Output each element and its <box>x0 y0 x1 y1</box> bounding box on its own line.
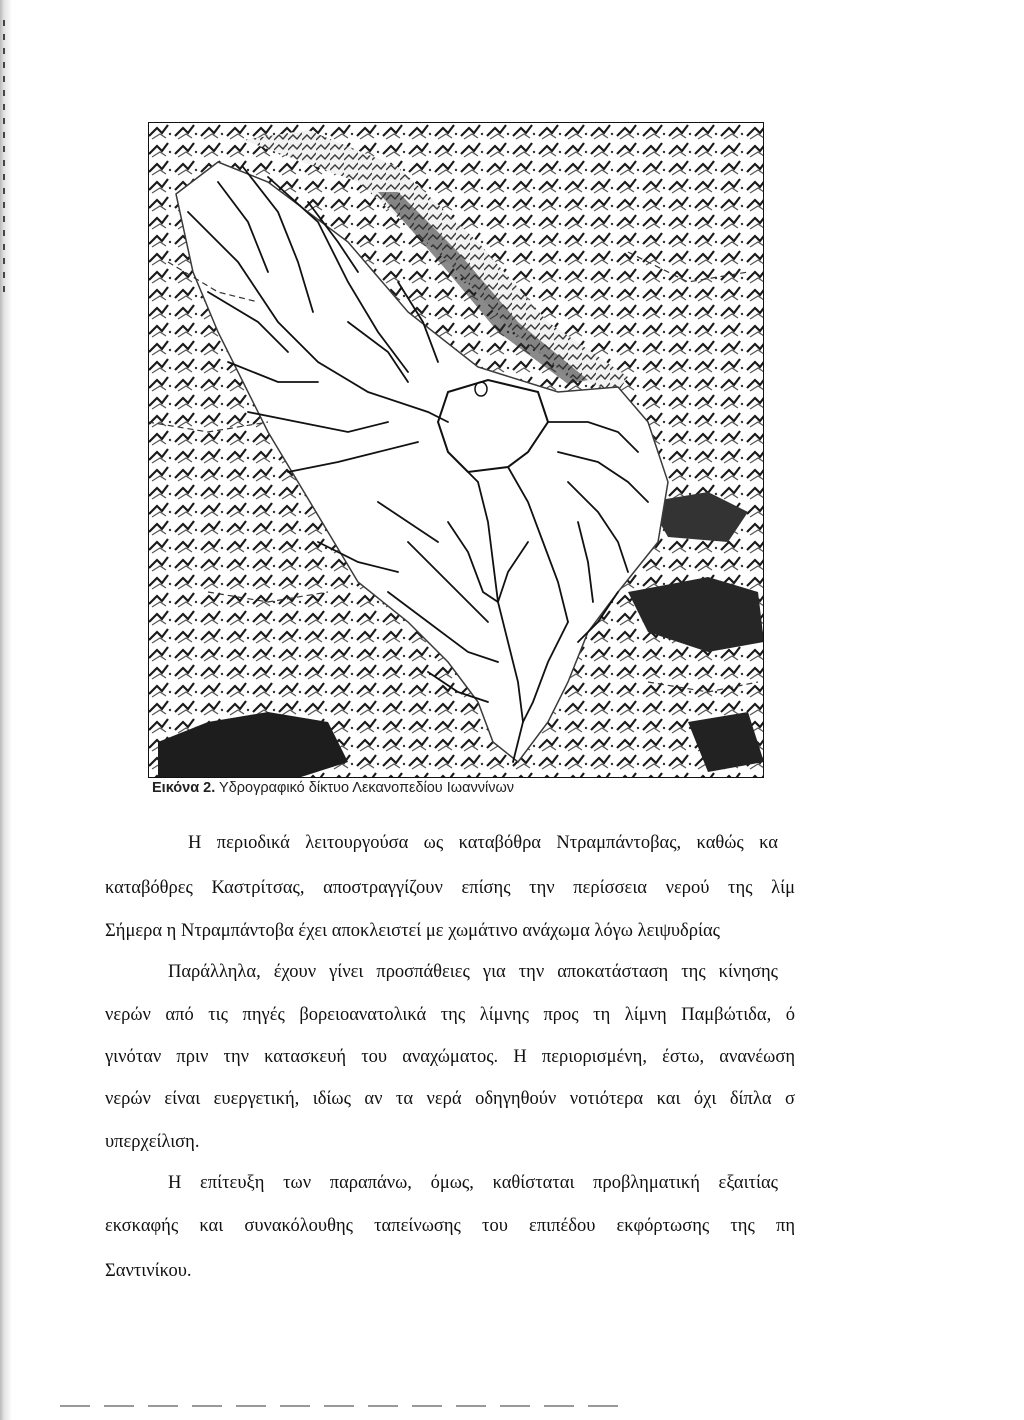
text-line: Σήμερα η Ντραμπάντοβα έχει αποκλειστεί με χωμάτινο ανάχωμα λόγω λειψυδρίας <box>105 921 720 941</box>
text-line: Η περιοδικά λειτουργούσα ως καταβόθρα Ντραμπάντοβας, καθώς κα <box>188 833 778 853</box>
text-line: Η επίτευξη των παραπάνω, όμως, καθίσταται προβληματική εξαιτίας <box>168 1173 778 1193</box>
text-line: υπερχείλιση. <box>105 1132 200 1152</box>
figure-caption <box>152 779 792 797</box>
text-line: γινόταν πριν την κατασκευή του αναχώματος. Η περιορισμένη, έστω, ανανέωση <box>105 1047 795 1067</box>
text-line: νερών από τις πηγές βορειοανατολικά της λίμνης προς τη λίμνη Παμβώτιδα, ό <box>105 1005 795 1025</box>
scan-bottom-artifact <box>60 1405 620 1407</box>
text-line: καταβόθρες Καστρίτσας, αποστραγγίζουν επίσης την περίσσεια νερού της λίμ <box>105 878 795 898</box>
figure-label: Εικόνα 2. <box>152 780 216 796</box>
figure-caption-text: Υδρογραφικό δίκτυο Λεκανοπεδίου Ιωαννίνων <box>219 780 515 796</box>
hydrographic-map <box>148 122 764 778</box>
text-line: εκσκαφής και συνακόλουθης ταπείνωσης του επιπέδου εκφόρτωσης της πη <box>105 1216 795 1236</box>
body-text <box>0 828 1024 1248</box>
text-line: Σαντινίκου. <box>105 1261 192 1281</box>
hydrographic-map-figure <box>148 122 764 778</box>
text-line: Παράλληλα, έχουν γίνει προσπάθειες για την αποκατάσταση της κίνησης <box>168 962 778 982</box>
text-line: νερών είναι ευεργετική, ιδίως αν τα νερά οδηγηθούν νοτιότερα και όχι δίπλα σ <box>105 1089 795 1109</box>
